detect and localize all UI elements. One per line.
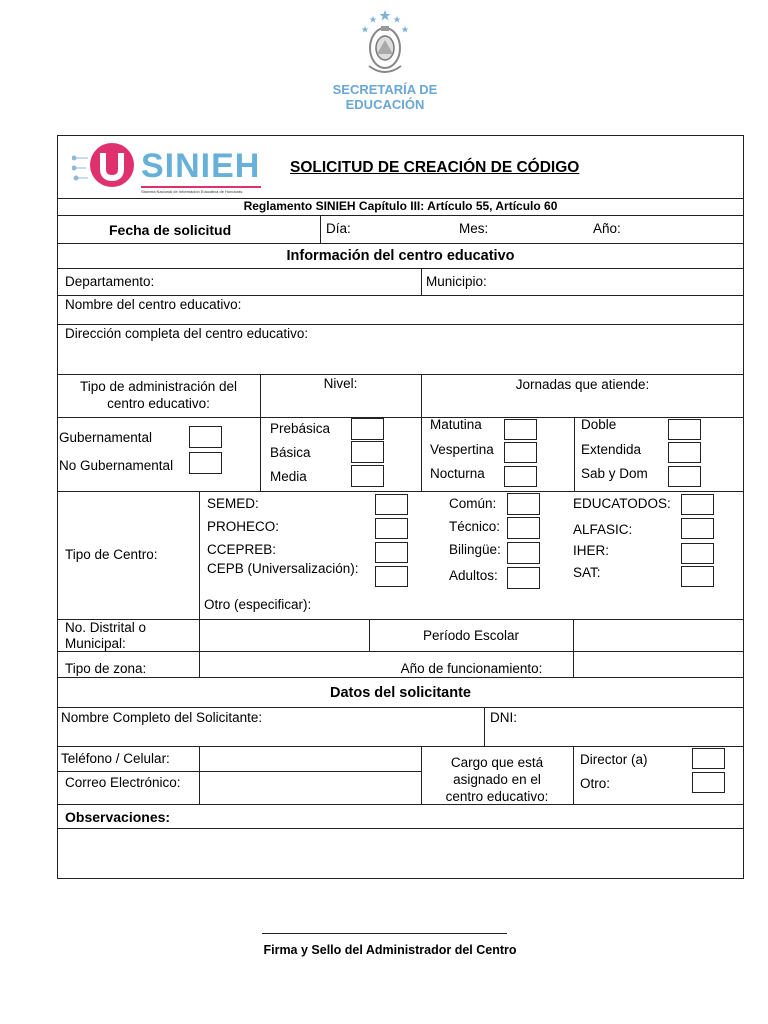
checkbox-cepb[interactable] <box>375 566 408 587</box>
nivel-header: Nivel: <box>323 376 358 391</box>
option-educatodos: EDUCATODOS: <box>573 496 671 511</box>
checkbox-sat[interactable] <box>681 566 714 587</box>
option-adultos: Adultos: <box>449 568 498 583</box>
checkbox-iher[interactable] <box>681 543 714 564</box>
distrital-label-line1: No. Distrital o <box>65 620 147 635</box>
option-otro-cargo: Otro: <box>580 776 611 791</box>
solicitante-title: Datos del solicitante <box>329 685 471 701</box>
checkbox-alfasic[interactable] <box>681 518 714 539</box>
dni-field[interactable]: DNI: <box>490 710 517 725</box>
option-cepb: CEPB (Universalización): <box>207 561 359 576</box>
checkbox-matutina[interactable] <box>504 419 537 440</box>
checkbox-semed[interactable] <box>375 494 408 515</box>
checkbox-no-gubernamental[interactable] <box>189 452 222 474</box>
option-doble: Doble <box>581 417 617 432</box>
option-sab-dom: Sab y Dom <box>581 466 648 481</box>
regulation-text: Reglamento SINIEH Capítulo III: Artículo 55, Artículo 60 <box>243 199 558 213</box>
checkbox-extendida[interactable] <box>668 442 701 463</box>
option-alfasic: ALFASIC: <box>573 522 633 537</box>
telefono-label: Teléfono / Celular: <box>61 751 170 766</box>
year-field[interactable]: Año: <box>593 221 621 236</box>
departamento-field[interactable]: Departamento: <box>65 274 155 289</box>
checkbox-educatodos[interactable] <box>681 494 714 515</box>
option-comun: Común: <box>449 496 497 511</box>
checkbox-director[interactable] <box>692 748 725 769</box>
correo-input[interactable] <box>200 772 421 804</box>
brand-name: SINIEH <box>141 147 261 185</box>
option-director: Director (a) <box>580 752 648 767</box>
checkbox-ccepreb[interactable] <box>375 542 408 563</box>
checkbox-comun[interactable] <box>507 493 540 515</box>
periodo-escolar-input[interactable] <box>574 620 744 651</box>
option-ccepreb: CCEPREB: <box>207 542 277 557</box>
option-extendida: Extendida <box>581 442 642 457</box>
distrital-label-line2: Municipal: <box>65 636 126 651</box>
option-media: Media <box>270 469 307 484</box>
jornadas-header: Jornadas que atiende: <box>515 377 650 392</box>
periodo-escolar-label: Período Escolar <box>422 628 520 643</box>
cargo-label-line2: asignado en el <box>453 772 541 787</box>
option-bilingue: Bilingüe: <box>449 542 501 557</box>
solicitante-name-field[interactable]: Nombre Completo del Solicitante: <box>61 710 263 725</box>
observaciones-label: Observaciones: <box>65 809 171 825</box>
checkbox-adultos[interactable] <box>507 567 540 589</box>
checkbox-vespertina[interactable] <box>504 442 537 463</box>
checkbox-sab-dom[interactable] <box>668 466 701 487</box>
day-field[interactable]: Día: <box>326 221 351 236</box>
date-label: Fecha de solicitud <box>109 222 232 238</box>
checkbox-media[interactable] <box>351 465 384 487</box>
option-tecnico: Técnico: <box>449 519 501 534</box>
brand-underline <box>141 186 261 188</box>
tipo-centro-label: Tipo de Centro: <box>65 547 158 562</box>
cargo-label-line1: Cargo que está <box>450 755 544 770</box>
observaciones-input[interactable] <box>58 829 743 878</box>
anio-funcionamiento-label: Año de funcionamiento: <box>400 661 543 676</box>
zona-label: Tipo de zona: <box>65 661 147 676</box>
admin-type-header-line1: Tipo de administración del <box>79 379 238 394</box>
option-proheco: PROHECO: <box>207 519 280 534</box>
checkbox-tecnico[interactable] <box>507 517 540 539</box>
address-field[interactable]: Dirección completa del centro educativo: <box>65 326 309 341</box>
option-vespertina: Vespertina <box>430 442 494 457</box>
otro-especificar-field[interactable]: Otro (especificar): <box>204 597 312 612</box>
checkbox-bilingue[interactable] <box>507 542 540 564</box>
checkbox-gubernamental[interactable] <box>189 426 222 448</box>
center-name-field[interactable]: Nombre del centro educativo: <box>65 297 242 312</box>
option-semed: SEMED: <box>207 496 259 511</box>
option-prebasica: Prebásica <box>270 421 331 436</box>
option-iher: IHER: <box>573 543 610 558</box>
coat-of-arms-logo <box>355 8 415 80</box>
checkbox-otro-cargo[interactable] <box>692 772 725 793</box>
option-matutina: Matutina <box>430 417 482 432</box>
option-nocturna: Nocturna <box>430 466 485 481</box>
cargo-label-line3: centro educativo: <box>445 789 549 804</box>
checkbox-prebasica[interactable] <box>351 418 384 440</box>
checkbox-proheco[interactable] <box>375 518 408 539</box>
center-info-title: Información del centro educativo <box>286 248 515 264</box>
option-gubernamental: Gubernamental <box>59 430 153 445</box>
ministry-name-line1: SECRETARÍA DE <box>332 82 438 97</box>
form-title: SOLICITUD DE CREACIÓN DE CÓDIGO <box>290 159 580 176</box>
zona-input[interactable] <box>200 652 370 677</box>
checkbox-basica[interactable] <box>351 441 384 463</box>
municipio-field[interactable]: Municipio: <box>426 274 487 289</box>
option-no-gubernamental: No Gubernamental <box>59 458 174 473</box>
distrital-input[interactable] <box>200 620 369 651</box>
correo-label: Correo Electrónico: <box>65 775 181 790</box>
checkbox-doble[interactable] <box>668 419 701 440</box>
anio-funcionamiento-input[interactable] <box>574 652 744 677</box>
telefono-input[interactable] <box>200 747 421 771</box>
admin-type-header-line2: centro educativo: <box>107 396 210 411</box>
option-sat: SAT: <box>573 565 601 580</box>
signature-label: Firma y Sello del Administrador del Centro <box>263 943 517 957</box>
option-basica: Básica <box>270 445 311 460</box>
signature-line <box>262 933 507 934</box>
checkbox-nocturna[interactable] <box>504 466 537 487</box>
month-field[interactable]: Mes: <box>459 221 489 236</box>
brand-subtitle: Sistema Nacional de Información Educativa de Honduras <box>141 189 243 194</box>
ministry-name-line2: EDUCACIÓN <box>345 97 425 112</box>
